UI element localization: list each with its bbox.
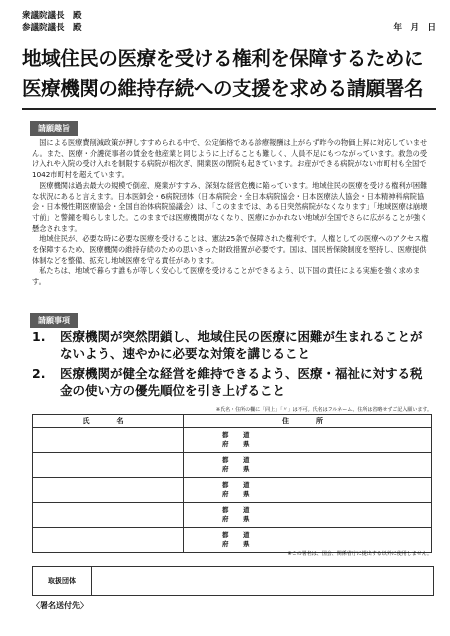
title-divider — [22, 108, 436, 110]
address-field[interactable] — [184, 503, 432, 528]
date-field: 年 月 日 — [393, 23, 436, 33]
prefecture-label-top: 都 道 — [222, 431, 254, 439]
request-number: 1. — [32, 329, 46, 344]
purpose-paragraph: 医療機関は過去最大の規模で倒産、廃業がすすみ、深刻な経営危機に陥っています。地域住民の医療を受ける権利が困難な状況にあると言えます。日本医師会・6病院団体（日本病院会・全日本病院協会・日本医療法人協会・日本精神科病院協会・日本慢性期医療協会・全国自治体病院協議会）は、「このままでは、ある日突然病院がなくなります」「地域医療は崩壊寸前」と警鐘を鳴らしました。このままでは医療機関がなくなり、医療にかかれない地域が全国でさらに広がることが強く懸念されます。 — [32, 180, 428, 233]
prefecture-label-top: 都 道 — [222, 456, 254, 464]
prefecture-label-bottom: 府 県 — [222, 440, 254, 448]
prefecture-label-top: 都 道 — [222, 531, 254, 539]
purpose-section-label: 請願趣旨 — [30, 121, 78, 136]
prefecture-label-bottom: 府 県 — [222, 490, 254, 498]
addressee-house-of-councillors: 参議院議長 殿 — [22, 23, 82, 33]
signature-row — [33, 428, 432, 453]
signature-row — [33, 478, 432, 503]
prefecture-label-top: 都 道 — [222, 506, 254, 514]
signature-table-header — [33, 415, 432, 428]
request-text: 医療機関が突然閉鎖し、地域住民の医療に困難が生まれることがないよう、速やかに必要な対策を講じること — [60, 329, 423, 361]
name-column-header: 氏 名 — [33, 415, 184, 428]
requests-section-label: 請願事項 — [30, 313, 78, 328]
addressee-house-of-representatives: 衆議院議長 殿 — [22, 11, 82, 21]
signature-instructions-note: ※氏名・住所の欄に「同上」「〃」は不可。氏名はフルネーム、住所は省略せずご記入願います。 — [215, 407, 432, 413]
name-field[interactable] — [33, 453, 184, 478]
address-field[interactable] — [184, 528, 432, 553]
prefecture-label-top: 都 道 — [222, 481, 254, 489]
organization-label: 取扱団体 — [33, 567, 92, 595]
request-text: 医療機関が健全な経営を維持できるよう、医療・福祉に対する税金の使い方の優先順位を引き上げること — [60, 366, 423, 398]
name-field[interactable] — [33, 503, 184, 528]
purpose-body — [32, 138, 430, 288]
name-field[interactable] — [33, 478, 184, 503]
prefecture-label-bottom: 府 県 — [222, 465, 254, 473]
purpose-paragraph: 国による医療費削減政策が押しすすめられる中で、公定価格である診療報酬は上がらず昨今の物価上昇に対応していません。また、医療・介護従事者の賃金を他産業と同じように上げることも難しく、人員不足にもつながっています。救急の受け入れや入院の受け入れを制限する病院が相次ぎ、開業医の閉院も起きています。お産ができる病院がない市町村も全国で1042市町村を超えています。 — [32, 138, 428, 180]
purpose-paragraph: 地域住民が、必要な時に必要な医療を受けることは、憲法25条で保障された権利です。人権としての医療へのアクセス権を保障するため、医療機関の維持存続のための思いきった財政措置が必要です。国は、国民皆保険制度を堅持し、医療提供体制などを整備、拡充し地域医療を守る責任があります。 — [32, 234, 429, 265]
signature-row — [33, 453, 432, 478]
name-field[interactable] — [33, 528, 184, 553]
name-field[interactable] — [33, 428, 184, 453]
prefecture-label-bottom: 府 県 — [222, 515, 254, 523]
address-field[interactable] — [184, 428, 432, 453]
signature-row — [33, 503, 432, 528]
address-field[interactable] — [184, 453, 432, 478]
request-item — [32, 328, 430, 362]
organization-box[interactable] — [32, 566, 434, 596]
petition-title-line1: 地域住民の医療を受ける権利を保障するために — [22, 47, 424, 70]
signature-table — [32, 414, 432, 553]
prefecture-label-bottom: 府 県 — [222, 540, 254, 548]
destination-label: 〈署名送付先〉 — [32, 601, 88, 610]
address-column-header: 住 所 — [184, 415, 432, 428]
purpose-paragraph: 私たちは、地域で暮らす誰もが等しく安心して医療を受けることができるよう、以下国の責任による実施を強く求めます。 — [32, 266, 421, 287]
request-item — [32, 365, 430, 399]
petition-title-line2: 医療機関の維持存続への支援を求める請願署名 — [22, 77, 424, 100]
privacy-note: ※この署名は、国会、関係省庁に提出する以外に使用しません。 — [287, 551, 432, 557]
request-list — [32, 328, 430, 402]
request-number: 2. — [32, 366, 46, 381]
signature-row — [33, 528, 432, 553]
address-field[interactable] — [184, 478, 432, 503]
